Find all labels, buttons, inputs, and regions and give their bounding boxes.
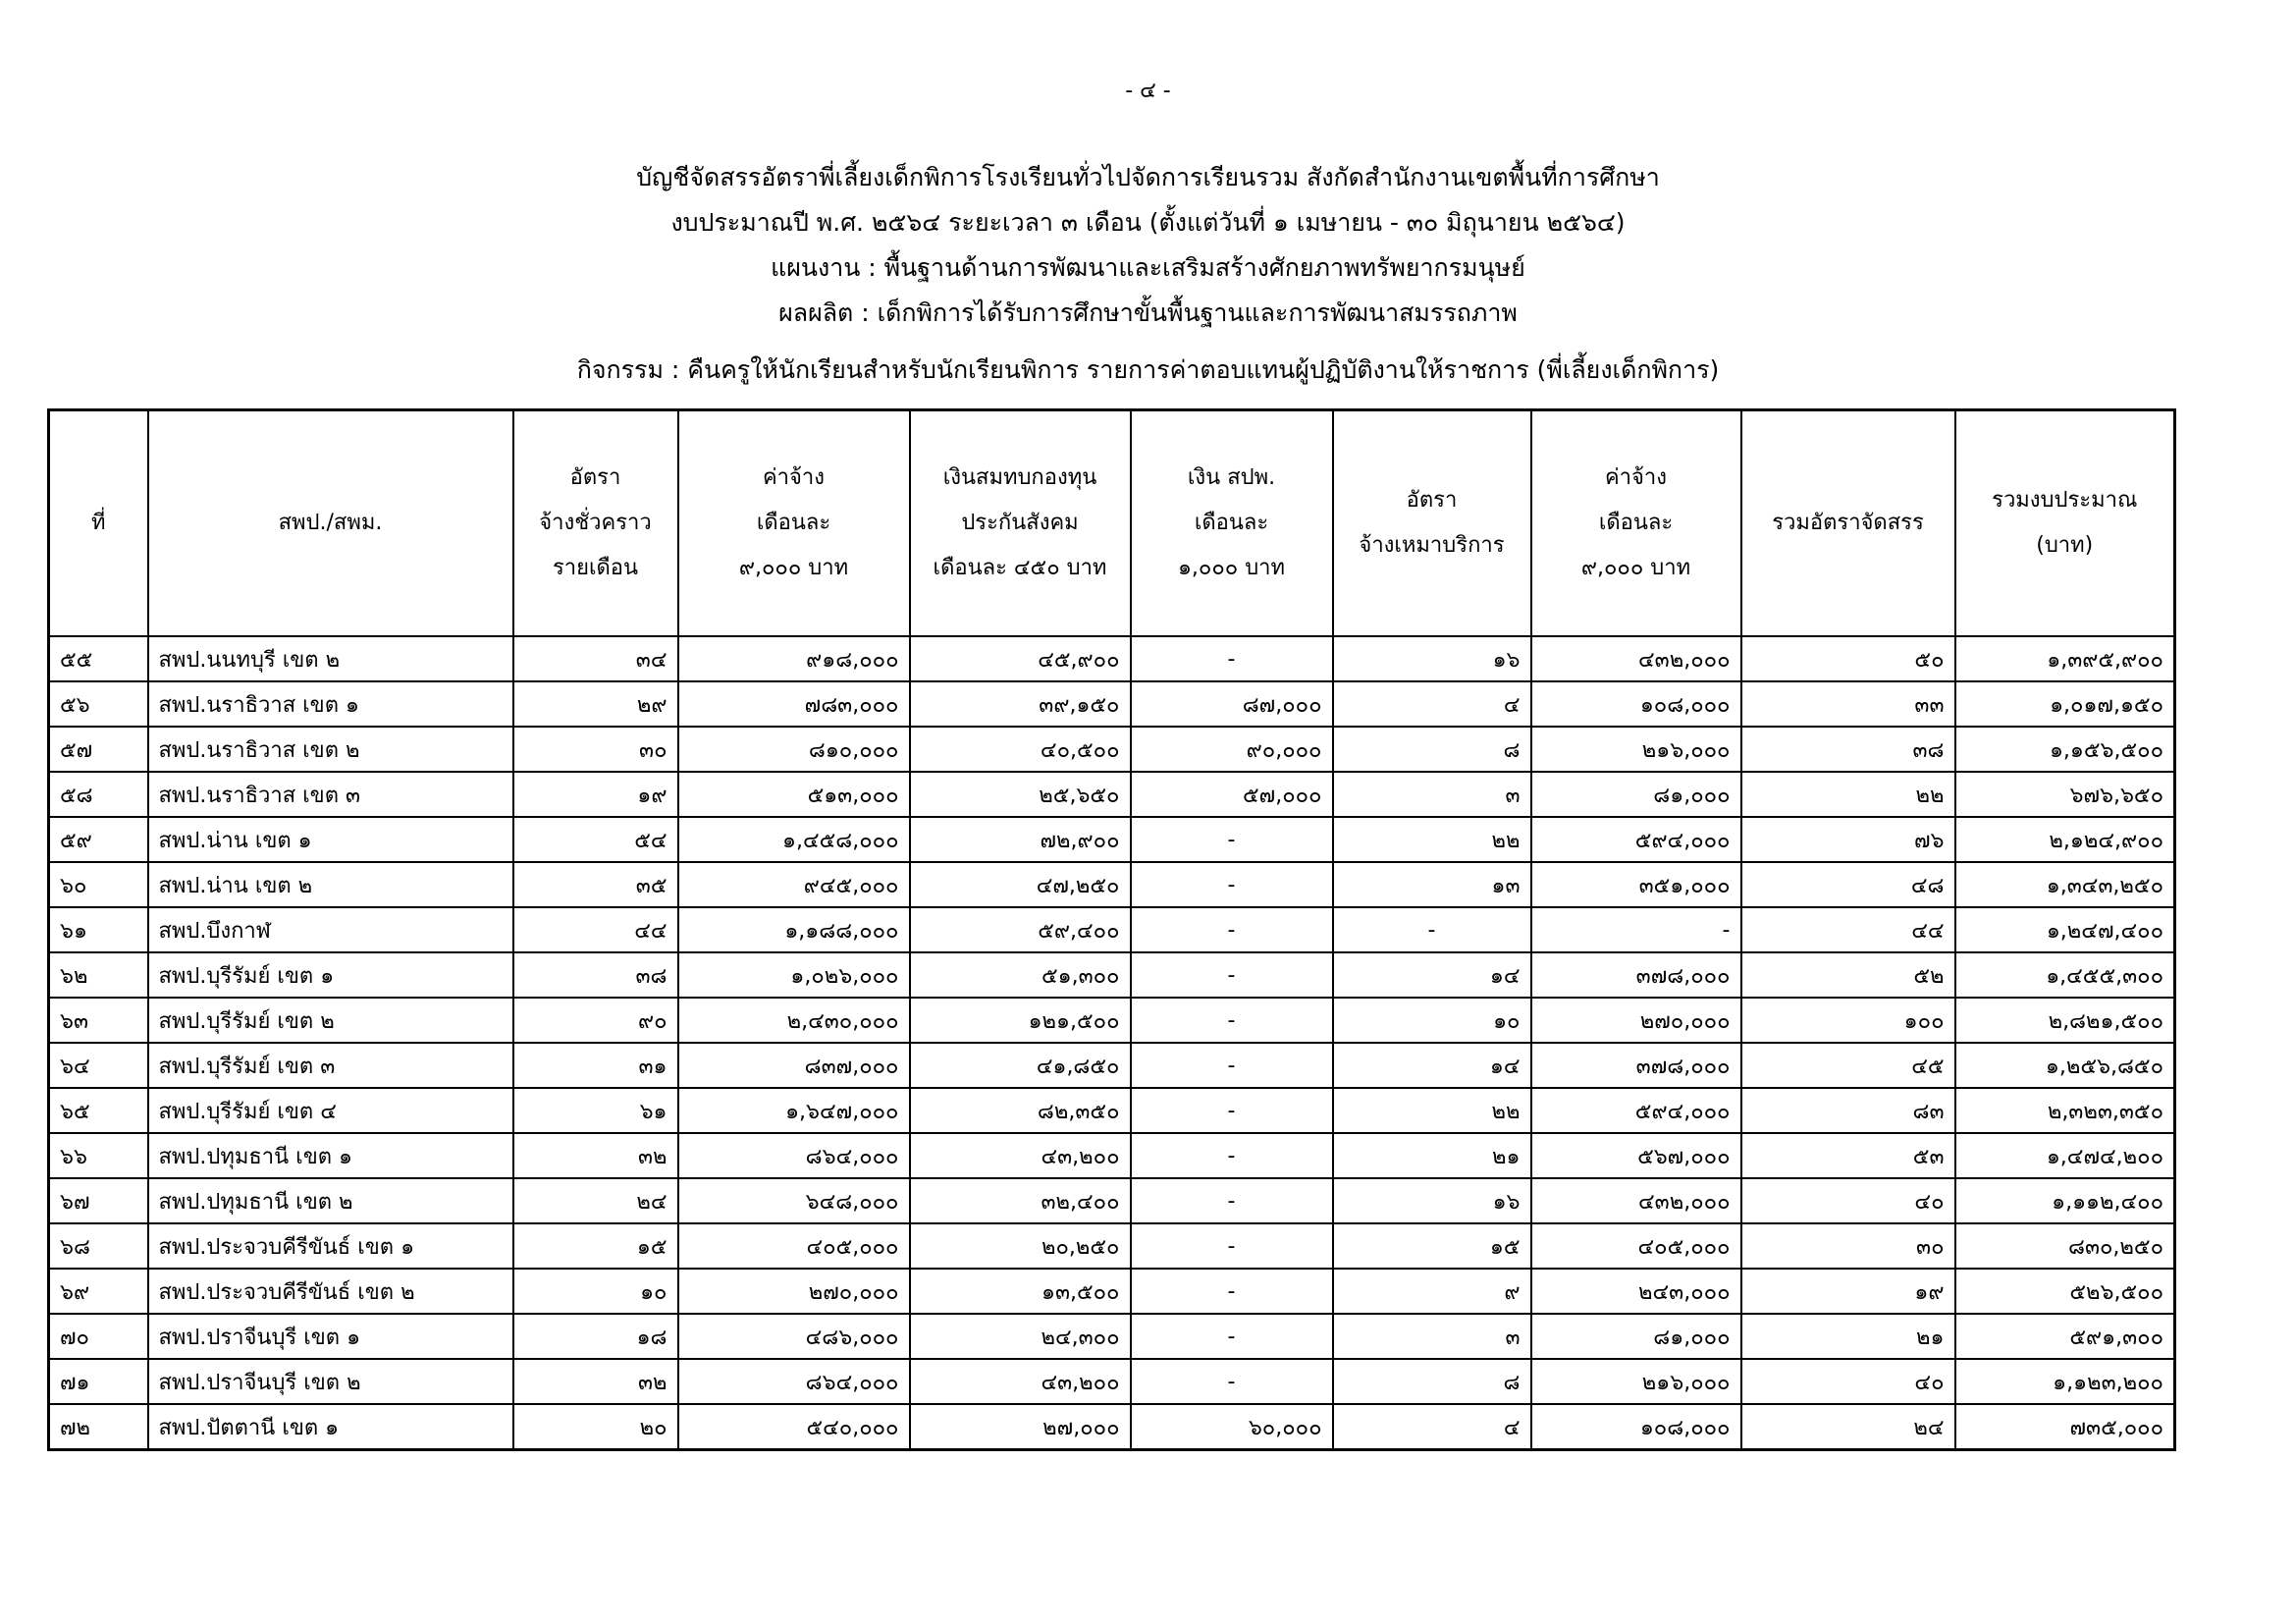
cell-total-rate: ๔๘ — [1741, 862, 1955, 907]
col-header-total-budget — [1955, 410, 2175, 637]
cell-contract-wage: ๔๐๕,๐๐๐ — [1531, 1223, 1741, 1269]
cell-spp: ๖๐,๐๐๐ — [1131, 1404, 1333, 1450]
cell-spp: - — [1131, 1043, 1333, 1088]
cell-spp: - — [1131, 1314, 1333, 1359]
cell-total-budget: ๒,๓๒๓,๓๕๐ — [1955, 1088, 2175, 1133]
cell-temp-rate: ๙๐ — [513, 998, 678, 1043]
col-header-total-rate — [1741, 410, 1955, 637]
document-heading — [0, 155, 2296, 393]
table-header-row — [49, 410, 2175, 637]
cell-contract-wage: ๓๗๘,๐๐๐ — [1531, 1043, 1741, 1088]
cell-contract-wage: ๘๑,๐๐๐ — [1531, 1314, 1741, 1359]
cell-spp: - — [1131, 907, 1333, 952]
cell-no: ๖๖ — [49, 1133, 148, 1178]
cell-no: ๖๒ — [49, 952, 148, 998]
output-line: ผลผลิต : เด็กพิการได้รับการศึกษาขั้นพื้นฐานและการพัฒนาสมรรถภาพ — [778, 298, 1518, 327]
header-line: ที่ — [90, 511, 106, 535]
cell-temp-rate: ๓๘ — [513, 952, 678, 998]
cell-contract-wage: ๒๗๐,๐๐๐ — [1531, 998, 1741, 1043]
cell-spp: - — [1131, 952, 1333, 998]
cell-social-security: ๒๕,๖๕๐ — [910, 772, 1131, 817]
cell-no: ๖๓ — [49, 998, 148, 1043]
cell-no: ๕๗ — [49, 727, 148, 772]
header-line: ค่าจ้าง — [762, 465, 826, 490]
header-line: อัตรา — [1406, 488, 1458, 513]
cell-no: ๖๗ — [49, 1178, 148, 1223]
cell-temp-wage: ๕๔๐,๐๐๐ — [678, 1404, 910, 1450]
cell-temp-rate: ๓๔ — [513, 636, 678, 681]
cell-temp-wage: ๔๐๕,๐๐๐ — [678, 1223, 910, 1269]
cell-contract-rate: ๑๖ — [1333, 636, 1531, 681]
plan-line: แผนงาน : พื้นฐานด้านการพัฒนาและเสริมสร้างศักยภาพทรัพยากรมนุษย์ — [771, 253, 1525, 282]
header-line: รวมงบประมาณ — [1992, 488, 2138, 513]
cell-temp-wage: ๖๔๘,๐๐๐ — [678, 1178, 910, 1223]
cell-total-rate: ๓๐ — [1741, 1223, 1955, 1269]
cell-contract-wage: ๕๙๔,๐๐๐ — [1531, 1088, 1741, 1133]
table-row — [49, 1314, 2175, 1359]
cell-total-rate: ๒๒ — [1741, 772, 1955, 817]
cell-contract-rate: ๑๕ — [1333, 1223, 1531, 1269]
cell-office: สพป.นราธิวาส เขต ๓ — [148, 772, 513, 817]
cell-temp-rate: ๓๒ — [513, 1133, 678, 1178]
cell-no: ๕๕ — [49, 636, 148, 681]
cell-contract-rate: ๓ — [1333, 772, 1531, 817]
cell-spp: - — [1131, 1088, 1333, 1133]
cell-no: ๕๘ — [49, 772, 148, 817]
cell-total-budget: ๑,๔๕๕,๓๐๐ — [1955, 952, 2175, 998]
cell-no: ๗๐ — [49, 1314, 148, 1359]
header-line: ประกันสังคม — [961, 511, 1079, 535]
cell-temp-wage: ๘๓๗,๐๐๐ — [678, 1043, 910, 1088]
cell-contract-rate: ๒๒ — [1333, 1088, 1531, 1133]
cell-total-budget: ๑,๔๗๔,๒๐๐ — [1955, 1133, 2175, 1178]
cell-temp-wage: ๙๔๕,๐๐๐ — [678, 862, 910, 907]
cell-contract-wage: ๒๑๖,๐๐๐ — [1531, 727, 1741, 772]
col-header-temp-rate — [513, 410, 678, 637]
cell-social-security: ๔๑,๘๕๐ — [910, 1043, 1131, 1088]
cell-temp-wage: ๘๑๐,๐๐๐ — [678, 727, 910, 772]
cell-total-budget: ๒,๑๒๔,๙๐๐ — [1955, 817, 2175, 862]
cell-contract-rate: ๙ — [1333, 1269, 1531, 1314]
cell-temp-wage: ๒,๔๓๐,๐๐๐ — [678, 998, 910, 1043]
table-row — [49, 998, 2175, 1043]
cell-social-security: ๔๓,๒๐๐ — [910, 1133, 1131, 1178]
header-line: รายเดือน — [552, 556, 639, 580]
cell-spp: - — [1131, 636, 1333, 681]
cell-office: สพป.ปทุมธานี เขต ๑ — [148, 1133, 513, 1178]
header-line: เงินสมทบกองทุน — [942, 465, 1097, 490]
allocation-table — [47, 408, 2176, 1451]
cell-total-rate: ๓๘ — [1741, 727, 1955, 772]
cell-contract-rate: ๑๖ — [1333, 1178, 1531, 1223]
cell-temp-wage: ๑,๔๕๘,๐๐๐ — [678, 817, 910, 862]
header-line: เงิน สปพ. — [1187, 465, 1276, 490]
header-line: เดือนละ — [1598, 511, 1674, 535]
header-line: จ้างชั่วคราว — [539, 511, 652, 535]
header-line: รวมอัตราจัดสรร — [1772, 511, 1924, 535]
cell-spp: ๘๗,๐๐๐ — [1131, 681, 1333, 727]
cell-total-rate: ๘๓ — [1741, 1088, 1955, 1133]
cell-total-budget: ๘๓๐,๒๕๐ — [1955, 1223, 2175, 1269]
header-line: เดือนละ — [756, 511, 831, 535]
header-line: ๙,๐๐๐ บาท — [1580, 556, 1691, 580]
cell-temp-wage: ๘๖๔,๐๐๐ — [678, 1133, 910, 1178]
cell-contract-wage: ๓๗๘,๐๐๐ — [1531, 952, 1741, 998]
cell-total-rate: ๗๖ — [1741, 817, 1955, 862]
cell-no: ๗๒ — [49, 1404, 148, 1450]
cell-temp-wage: ๗๘๓,๐๐๐ — [678, 681, 910, 727]
cell-total-rate: ๕๒ — [1741, 952, 1955, 998]
cell-contract-rate: ๘ — [1333, 727, 1531, 772]
cell-total-budget: ๗๓๕,๐๐๐ — [1955, 1404, 2175, 1450]
cell-contract-rate: ๓ — [1333, 1314, 1531, 1359]
cell-total-budget: ๕๙๑,๓๐๐ — [1955, 1314, 2175, 1359]
cell-total-rate: ๔๕ — [1741, 1043, 1955, 1088]
cell-total-rate: ๑๙ — [1741, 1269, 1955, 1314]
document-title: บัญชีจัดสรรอัตราพี่เลี้ยงเด็กพิการโรงเรียนทั่วไปจัดการเรียนรวม สังกัดสำนักงานเขตพื้นที่การศึกษา — [636, 163, 1660, 191]
table-body — [49, 636, 2175, 1450]
cell-social-security: ๒๔,๓๐๐ — [910, 1314, 1131, 1359]
cell-contract-wage: ๑๐๘,๐๐๐ — [1531, 681, 1741, 727]
table-row — [49, 1043, 2175, 1088]
cell-no: ๖๑ — [49, 907, 148, 952]
page-number: - ๔ - — [1125, 79, 1171, 103]
cell-total-rate: ๔๔ — [1741, 907, 1955, 952]
cell-total-rate: ๔๐ — [1741, 1178, 1955, 1223]
cell-contract-wage: ๕๖๗,๐๐๐ — [1531, 1133, 1741, 1178]
cell-temp-rate: ๒๐ — [513, 1404, 678, 1450]
table-row — [49, 1359, 2175, 1404]
cell-temp-wage: ๑,๐๒๖,๐๐๐ — [678, 952, 910, 998]
cell-social-security: ๓๙,๑๕๐ — [910, 681, 1131, 727]
col-header-social-security — [910, 410, 1131, 637]
cell-social-security: ๔๐,๕๐๐ — [910, 727, 1131, 772]
header-line: เดือนละ — [1194, 511, 1269, 535]
cell-office: สพป.บุรีรัมย์ เขต ๔ — [148, 1088, 513, 1133]
cell-temp-rate: ๑๕ — [513, 1223, 678, 1269]
col-header-spp — [1131, 410, 1333, 637]
cell-office: สพป.บุรีรัมย์ เขต ๒ — [148, 998, 513, 1043]
cell-contract-wage: ๘๑,๐๐๐ — [1531, 772, 1741, 817]
cell-total-budget: ๑,๓๙๕,๙๐๐ — [1955, 636, 2175, 681]
table-row — [49, 817, 2175, 862]
cell-temp-rate: ๑๘ — [513, 1314, 678, 1359]
cell-social-security: ๓๒,๔๐๐ — [910, 1178, 1131, 1223]
cell-no: ๕๙ — [49, 817, 148, 862]
cell-temp-wage: ๔๘๖,๐๐๐ — [678, 1314, 910, 1359]
cell-office: สพป.บุรีรัมย์ เขต ๓ — [148, 1043, 513, 1088]
cell-temp-rate: ๑๙ — [513, 772, 678, 817]
header-line: เดือนละ ๔๕๐ บาท — [933, 556, 1107, 580]
cell-social-security: ๘๒,๓๕๐ — [910, 1088, 1131, 1133]
cell-temp-wage: ๕๑๓,๐๐๐ — [678, 772, 910, 817]
cell-office: สพป.ปราจีนบุรี เขต ๒ — [148, 1359, 513, 1404]
cell-total-rate: ๒๔ — [1741, 1404, 1955, 1450]
cell-spp: - — [1131, 1359, 1333, 1404]
cell-no: ๖๐ — [49, 862, 148, 907]
col-header-office — [148, 410, 513, 637]
cell-contract-rate: ๑๐ — [1333, 998, 1531, 1043]
cell-temp-rate: ๓๒ — [513, 1359, 678, 1404]
cell-total-budget: ๕๒๖,๕๐๐ — [1955, 1269, 2175, 1314]
cell-contract-wage: - — [1531, 907, 1741, 952]
cell-social-security: ๕๑,๓๐๐ — [910, 952, 1131, 998]
cell-contract-rate: ๘ — [1333, 1359, 1531, 1404]
cell-contract-rate: ๑๔ — [1333, 1043, 1531, 1088]
cell-temp-rate: ๓๕ — [513, 862, 678, 907]
header-line: ๑,๐๐๐ บาท — [1177, 556, 1286, 580]
cell-contract-wage: ๔๓๒,๐๐๐ — [1531, 1178, 1741, 1223]
table-row — [49, 1404, 2175, 1450]
cell-contract-wage: ๓๕๑,๐๐๐ — [1531, 862, 1741, 907]
header-line: จ้างเหมาบริการ — [1359, 533, 1505, 558]
cell-no: ๖๕ — [49, 1088, 148, 1133]
cell-total-budget: ๒,๘๒๑,๕๐๐ — [1955, 998, 2175, 1043]
cell-office: สพป.บึงกาฬ — [148, 907, 513, 952]
table-row — [49, 772, 2175, 817]
cell-total-budget: ๑,๒๔๗,๔๐๐ — [1955, 907, 2175, 952]
cell-total-rate: ๑๐๐ — [1741, 998, 1955, 1043]
col-header-no — [49, 410, 148, 637]
cell-total-budget: ๑,๑๑๒,๔๐๐ — [1955, 1178, 2175, 1223]
cell-total-budget: ๑,๓๔๓,๒๕๐ — [1955, 862, 2175, 907]
header-line: อัตรา — [569, 465, 621, 490]
table-row — [49, 862, 2175, 907]
cell-social-security: ๔๓,๒๐๐ — [910, 1359, 1131, 1404]
cell-total-budget: ๑,๑๒๓,๒๐๐ — [1955, 1359, 2175, 1404]
cell-social-security: ๑๒๑,๕๐๐ — [910, 998, 1131, 1043]
cell-contract-rate: - — [1333, 907, 1531, 952]
cell-social-security: ๑๓,๕๐๐ — [910, 1269, 1131, 1314]
cell-total-budget: ๖๗๖,๖๕๐ — [1955, 772, 2175, 817]
cell-contract-wage: ๑๐๘,๐๐๐ — [1531, 1404, 1741, 1450]
cell-total-rate: ๕๐ — [1741, 636, 1955, 681]
cell-office: สพป.น่าน เขต ๑ — [148, 817, 513, 862]
table-row — [49, 1178, 2175, 1223]
cell-spp: ๙๐,๐๐๐ — [1131, 727, 1333, 772]
table-row — [49, 681, 2175, 727]
cell-spp: - — [1131, 998, 1333, 1043]
table-row — [49, 952, 2175, 998]
cell-no: ๗๑ — [49, 1359, 148, 1404]
col-header-contract-rate — [1333, 410, 1531, 637]
cell-contract-wage: ๔๓๒,๐๐๐ — [1531, 636, 1741, 681]
header-line: (บาท) — [2036, 533, 2094, 558]
cell-social-security: ๔๕,๙๐๐ — [910, 636, 1131, 681]
header-line: สพป./สพม. — [278, 511, 383, 535]
cell-total-rate: ๒๑ — [1741, 1314, 1955, 1359]
cell-contract-rate: ๑๔ — [1333, 952, 1531, 998]
cell-total-rate: ๔๐ — [1741, 1359, 1955, 1404]
cell-spp: - — [1131, 1223, 1333, 1269]
cell-temp-rate: ๒๙ — [513, 681, 678, 727]
cell-office: สพป.ปราจีนบุรี เขต ๑ — [148, 1314, 513, 1359]
cell-contract-rate: ๔ — [1333, 1404, 1531, 1450]
cell-office: สพป.นนทบุรี เขต ๒ — [148, 636, 513, 681]
cell-temp-wage: ๘๖๔,๐๐๐ — [678, 1359, 910, 1404]
cell-total-budget: ๑,๐๑๗,๑๕๐ — [1955, 681, 2175, 727]
table-row — [49, 1088, 2175, 1133]
header-line: ค่าจ้าง — [1604, 465, 1668, 490]
cell-temp-rate: ๕๔ — [513, 817, 678, 862]
cell-social-security: ๒๐,๒๕๐ — [910, 1223, 1131, 1269]
cell-social-security: ๕๙,๔๐๐ — [910, 907, 1131, 952]
cell-contract-wage: ๒๑๖,๐๐๐ — [1531, 1359, 1741, 1404]
cell-total-rate: ๕๓ — [1741, 1133, 1955, 1178]
cell-temp-wage: ๒๗๐,๐๐๐ — [678, 1269, 910, 1314]
cell-contract-rate: ๔ — [1333, 681, 1531, 727]
cell-spp: - — [1131, 1133, 1333, 1178]
cell-temp-rate: ๖๑ — [513, 1088, 678, 1133]
cell-temp-rate: ๓๐ — [513, 727, 678, 772]
cell-office: สพป.นราธิวาส เขต ๒ — [148, 727, 513, 772]
table-row — [49, 907, 2175, 952]
cell-no: ๕๖ — [49, 681, 148, 727]
table-row — [49, 1223, 2175, 1269]
cell-temp-wage: ๑,๖๔๗,๐๐๐ — [678, 1088, 910, 1133]
cell-temp-rate: ๑๐ — [513, 1269, 678, 1314]
cell-contract-wage: ๒๔๓,๐๐๐ — [1531, 1269, 1741, 1314]
col-header-contract-wage — [1531, 410, 1741, 637]
table-row — [49, 1133, 2175, 1178]
cell-contract-rate: ๒๑ — [1333, 1133, 1531, 1178]
cell-office: สพป.นราธิวาส เขต ๑ — [148, 681, 513, 727]
col-header-temp-wage — [678, 410, 910, 637]
cell-contract-rate: ๒๒ — [1333, 817, 1531, 862]
cell-spp: ๕๗,๐๐๐ — [1131, 772, 1333, 817]
cell-social-security: ๔๗,๒๕๐ — [910, 862, 1131, 907]
cell-spp: - — [1131, 817, 1333, 862]
cell-office: สพป.ประจวบคีรีขันธ์ เขต ๑ — [148, 1223, 513, 1269]
cell-office: สพป.ประจวบคีรีขันธ์ เขต ๒ — [148, 1269, 513, 1314]
budget-period: งบประมาณปี พ.ศ. ๒๕๖๔ ระยะเวลา ๓ เดือน (ตั้งแต่วันที่ ๑ เมษายน - ๓๐ มิถุนายน ๒๕๖๔) — [670, 208, 1626, 237]
cell-no: ๖๘ — [49, 1223, 148, 1269]
cell-no: ๖๙ — [49, 1269, 148, 1314]
table-row — [49, 636, 2175, 681]
cell-total-budget: ๑,๒๕๖,๘๕๐ — [1955, 1043, 2175, 1088]
cell-spp: - — [1131, 1269, 1333, 1314]
table-row — [49, 1269, 2175, 1314]
header-line: ๙,๐๐๐ บาท — [738, 556, 849, 580]
cell-total-rate: ๓๓ — [1741, 681, 1955, 727]
cell-temp-rate: ๔๔ — [513, 907, 678, 952]
cell-office: สพป.ปัตตานี เขต ๑ — [148, 1404, 513, 1450]
cell-temp-wage: ๑,๑๘๘,๐๐๐ — [678, 907, 910, 952]
cell-social-security: ๗๒,๙๐๐ — [910, 817, 1131, 862]
cell-temp-rate: ๒๔ — [513, 1178, 678, 1223]
cell-temp-wage: ๙๑๘,๐๐๐ — [678, 636, 910, 681]
cell-no: ๖๔ — [49, 1043, 148, 1088]
cell-contract-rate: ๑๓ — [1333, 862, 1531, 907]
cell-temp-rate: ๓๑ — [513, 1043, 678, 1088]
cell-contract-wage: ๕๙๔,๐๐๐ — [1531, 817, 1741, 862]
cell-spp: - — [1131, 1178, 1333, 1223]
cell-office: สพป.บุรีรัมย์ เขต ๑ — [148, 952, 513, 998]
table-row — [49, 727, 2175, 772]
cell-office: สพป.น่าน เขต ๒ — [148, 862, 513, 907]
cell-total-budget: ๑,๑๕๖,๕๐๐ — [1955, 727, 2175, 772]
cell-social-security: ๒๗,๐๐๐ — [910, 1404, 1131, 1450]
activity-line: กิจกรรม : คืนครูให้นักเรียนสำหรับนักเรียนพิการ รายการค่าตอบแทนผู้ปฏิบัติงานให้ราชการ (พี่เลี้ยงเด็กพิการ) — [576, 355, 1720, 384]
cell-office: สพป.ปทุมธานี เขต ๒ — [148, 1178, 513, 1223]
cell-spp: - — [1131, 862, 1333, 907]
